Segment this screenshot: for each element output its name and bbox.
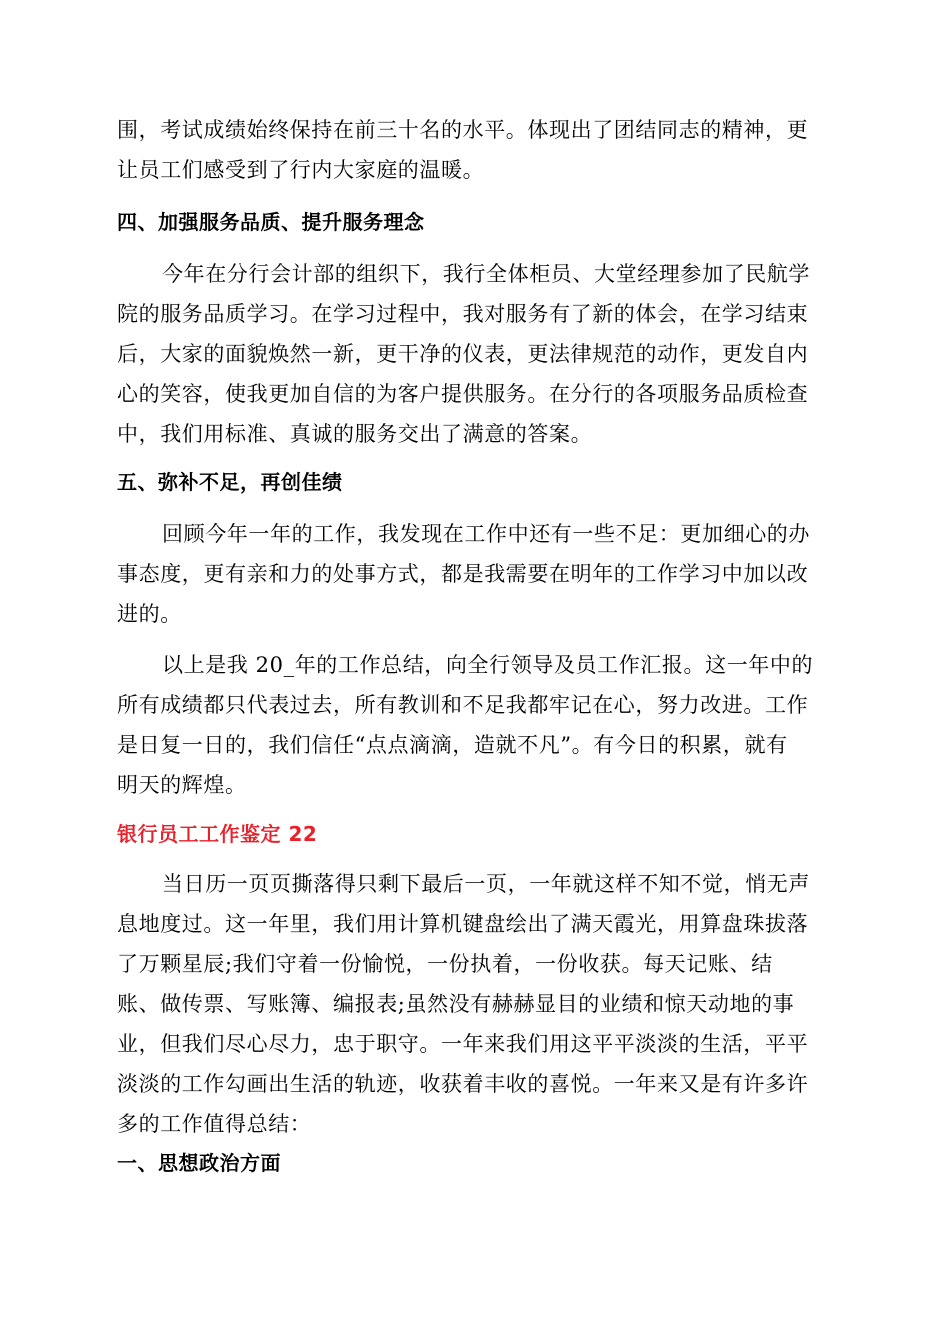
section-4-heading-block [117,202,833,242]
article-title-block [117,814,833,854]
section-4-heading: 四、加强服务品质、提升服务理念 [117,210,425,234]
paragraph-line: 了万颗星辰;我们守着一份愉悦，一份执着，一份收获。每天记账、结 [117,952,773,976]
paragraph-line: 以上是我 20_年的工作总结，向全行领导及员工作汇报。这一年中的 [162,653,814,677]
paragraph-line: 院的服务品质学习。在学习过程中，我对服务有了新的体会，在学习结束 [117,302,809,326]
paragraph-line: 是日复一日的，我们信任“点点滴滴，造就不凡”。有今日的积累，就有 [117,733,788,757]
paragraph-line: 进的。 [117,602,182,626]
paragraph-line: 多的工作值得总结： [117,1112,312,1136]
paragraph-line: 当日历一页页撕落得只剩下最后一页，一年就这样不知不觉，悄无声 [162,872,810,896]
section-5-heading: 五、弥补不足，再创佳绩 [117,470,343,494]
paragraph-line: 所有成绩都只代表过去，所有教训和不足我都牢记在心，努力改进。工作 [117,693,809,717]
paragraph-line: 后，大家的面貌焕然一新，更干净的仪表，更法律规范的动作，更发自内 [117,342,809,366]
politics-heading-block [117,1143,833,1183]
paragraph-line: 回顾今年一年的工作，我发现在工作中还有一些不足：更加细心的办 [162,522,810,546]
paragraph-line: 心的笑容，使我更加自信的为客户提供服务。在分行的各项服务品质检查 [117,382,809,406]
section-4-paragraph [117,254,833,454]
summary-paragraph [117,645,833,805]
paragraph-line: 明天的辉煌。 [117,773,247,797]
paragraph-line: 账、做传票、写账簿、编报表;虽然没有赫赫显目的业绩和惊天动地的事 [117,992,795,1016]
section-5-heading-block [117,462,833,502]
paragraph-line: 围，考试成绩始终保持在前三十名的水平。体现出了团结同志的精神，更 [117,118,809,142]
article-paragraph [117,864,833,1144]
paragraph-line: 中，我们用标准、真诚的服务交出了满意的答案。 [117,422,593,446]
intro-paragraph [117,110,833,190]
paragraph-line: 让员工们感受到了行内大家庭的温暖。 [117,158,485,182]
article-title: 银行员工工作鉴定 22 [117,822,318,846]
paragraph-line: 业，但我们尽心尽力，忠于职守。一年来我们用这平平淡淡的生活，平平 [117,1032,809,1056]
paragraph-line: 事态度，更有亲和力的处事方式，都是我需要在明年的工作学习中加以改 [117,562,809,586]
politics-heading: 一、思想政治方面 [117,1151,281,1175]
paragraph-line: 淡淡的工作勾画出生活的轨迹，收获着丰收的喜悦。一年来又是有许多许 [117,1072,809,1096]
paragraph-line: 今年在分行会计部的组织下，我行全体柜员、大堂经理参加了民航学 [162,262,810,286]
paragraph-line: 息地度过。这一年里，我们用计算机键盘绘出了满天霞光，用算盘珠拔落 [117,912,809,936]
section-5-paragraph [117,514,833,634]
